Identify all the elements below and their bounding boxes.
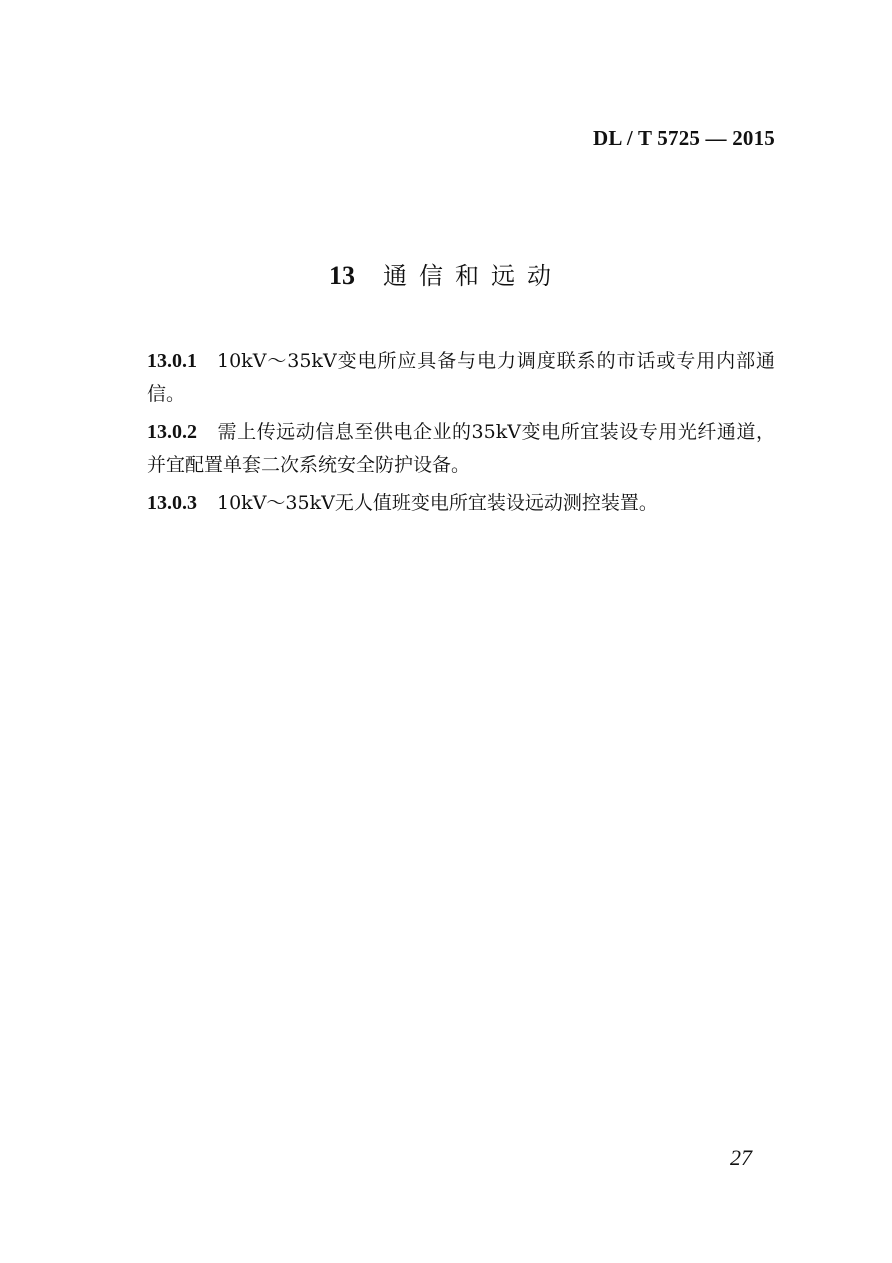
clause-13-0-2: [147, 416, 775, 482]
clause-text: 10kV～35kV无人值班变电所宜装设远动测控装置。: [217, 492, 658, 514]
chapter-title: [0, 256, 892, 291]
clause-text: 10kV～35kV变电所应具备与电力调度联系的市话或专用内部通信。: [147, 350, 775, 405]
chapter-name: 通信和远动: [383, 262, 563, 290]
chapter-number: 13: [329, 261, 355, 290]
clause-text: 需上传远动信息至供电企业的35kV变电所宜装设专用光纤通道，并宜配置单套二次系统安全防护设备。: [147, 421, 775, 476]
clause-13-0-3: [147, 487, 775, 520]
standard-code: DL / T 5725 — 2015: [593, 126, 775, 150]
clause-number: 13.0.2: [147, 421, 197, 443]
page-number: 27: [730, 1145, 752, 1170]
clause-number: 13.0.3: [147, 492, 197, 514]
clause-list: [147, 345, 775, 525]
clause-13-0-1: [147, 345, 775, 411]
clause-number: 13.0.1: [147, 350, 197, 372]
